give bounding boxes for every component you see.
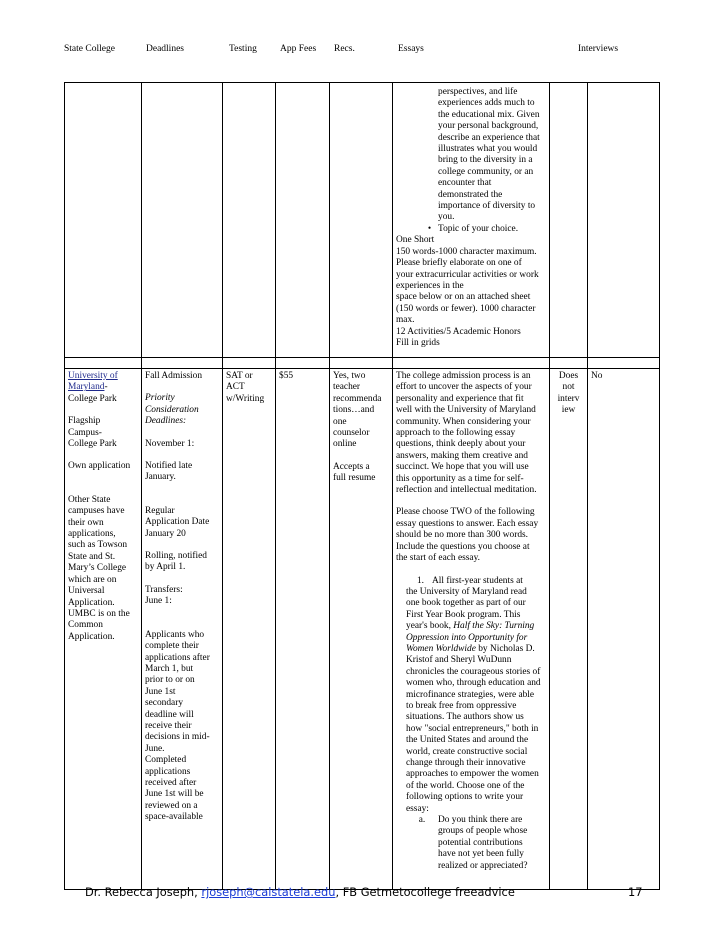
fall-admission-text: Fall Admission (145, 371, 203, 381)
college-text-line: Mary’s College (68, 563, 127, 574)
essay-text-line: microfinance strategies, were able (406, 689, 535, 700)
deadline-text-line: applications (145, 766, 191, 777)
deadline-text-line: Consideration (145, 404, 199, 415)
essay-text-line: the United States and around the (406, 735, 529, 746)
cell-interview-1 (550, 369, 588, 890)
college-text-line: Other State (68, 494, 111, 505)
essay-text-line: The college admission process is an (396, 371, 531, 381)
essay-text-line: Please choose TWO of the following (396, 507, 535, 518)
essay-text-line: the educational mix. Given (438, 109, 540, 120)
essay-text-line: Do you think there are (438, 815, 523, 826)
deadline-text-line: receive their (145, 720, 192, 731)
college-text-line: campuses have (68, 506, 125, 517)
cell-essays: The college admission process is an effort to uncover the aspects of your personality and experience that fit well with the University of Maryland community. When considering your approach to the following essay questions, think deeply about your answers, making them creative and succinct. We hope that you will use this opportunity as a time for self- reflection and intellectual meditation. Please choose TWO of the following essay questions to answer. Each essay should be no more than 300 words. Include the questions you choose at the start of each essay. 1. All first-year students at the University of Maryland read one book together as part of our First Year Book program. This year's book, Half the Sky: Turning Oppression into Opportunity for Women Worldwide by Nicholas D. Kristof and Sheryl WuDunn chronicles the courageous stories of women who, through education and microfinance strategies, were able to break free from oppressive situations. The authors show us how "social entrepreneurs," both in the United States and around the world, create constructive social change through their innovative approaches to empower the women of the world. Choose one of the following options to write your essay: a. Do you think there are groups of people whose potential contributions have not yet been fully realized or appreciated? (393, 369, 550, 890)
essay-text-line: encounter that (438, 178, 492, 189)
recs-text-line: Yes, two (333, 371, 366, 381)
table-row (65, 83, 660, 358)
essay-text-line: space below or on an attached sheet (396, 292, 531, 303)
essay-text-line: Include the questions you choose at (396, 541, 530, 552)
deadline-text-line: Regular (145, 505, 175, 516)
deadline-text-line: Applicants who (145, 629, 205, 640)
email-link[interactable]: rjoseph@calstatela.edu (201, 885, 336, 899)
essay-text-line: Fill in grids (396, 337, 440, 348)
essay-text-line: essay questions to answer. Each essay (396, 518, 539, 529)
recs-text-line: tions…and (333, 405, 375, 416)
essay-text-line: have not yet been fully (438, 849, 524, 860)
deadline-text-line: complete their (145, 641, 199, 652)
cell-interview-2 (588, 369, 660, 890)
cell-interview-2 (588, 83, 660, 358)
college-campus: College Park (68, 393, 117, 404)
deadline-text-line: June 1: (145, 596, 172, 607)
row-separator (65, 358, 660, 369)
essay-question-1: 1. All first-year students at (416, 575, 523, 586)
essay-text-line: situations. The authors show us (406, 712, 524, 723)
own-application-text: Own application (68, 461, 131, 472)
essay-text-line: (150 words or fewer). 1000 character (396, 303, 536, 314)
header-essays: Essays (398, 44, 424, 54)
deadline-text-line: Application Date (145, 517, 210, 528)
bullet-text: Topic of your choice. (438, 223, 519, 234)
essay-text-line: experiences in the (396, 280, 464, 291)
header-app-fees: App Fees (280, 44, 317, 54)
essay-text-line: Please briefly elaborate on one of (396, 258, 522, 269)
deadline-text-line: Transfers: (145, 584, 183, 595)
university-of-maryland-link[interactable]: University of Maryland (68, 371, 118, 393)
november-1-text: November 1: (145, 438, 195, 449)
deadline-text-line: Rolling, notified (145, 551, 207, 562)
footer-text: Dr. Rebecca Joseph, rjoseph@calstatela.edu, FB Getmetocollege freeadvice (85, 885, 515, 899)
essay-text-line: demonstrated the (438, 189, 503, 200)
essay-text-line: chronicles the courageous stories of (406, 666, 541, 677)
essay-text-line: One Short (396, 235, 435, 246)
deadline-text-line: March 1, but (145, 663, 194, 674)
deadline-text-line: June 1st (145, 686, 176, 697)
essay-text-line: questions, think deeply about your (396, 439, 526, 450)
college-text-line: State and St. (68, 551, 116, 562)
college-text-line: Flagship (68, 416, 101, 427)
table-row (65, 369, 660, 890)
header-recs: Recs. (334, 44, 355, 54)
essay-text-line: you. (438, 212, 455, 223)
header-interviews: Interviews (578, 44, 619, 54)
essay-text-line: your extracurricular activities or work (396, 269, 539, 280)
essay-text-line: how "social entrepreneurs," both in (406, 723, 539, 734)
header-testing: Testing (229, 44, 257, 54)
essay-text-line: approach to the following essay (396, 428, 516, 439)
essay-text-line: college community, or an (438, 166, 534, 177)
recs-text-line: teacher (333, 382, 361, 393)
deadline-text-line: decisions in mid- (145, 732, 210, 743)
recs-text-line: online (333, 439, 357, 450)
deadline-text-line: Priority (145, 393, 175, 404)
essay-text-line: personality and experience that fit (396, 393, 524, 404)
recs-text-line: counselor (333, 428, 370, 439)
deadline-text-line: deadline will (145, 709, 194, 720)
college-text-line: Universal (68, 586, 105, 597)
deadline-text-line: reviewed on a (145, 800, 198, 811)
cell-fees (276, 369, 330, 890)
page-number: 17 (628, 885, 643, 899)
college-text-line: UMBC is on the (68, 608, 130, 619)
cell-interview-1 (550, 83, 588, 358)
essay-text-line: succinct. We hope that you will use (396, 462, 529, 473)
essay-text-line: women who, through education and (406, 678, 541, 689)
college-text-line: their own (68, 517, 104, 528)
essay-text-line: 12 Activities/5 Academic Honors (396, 326, 521, 337)
essay-text-line: your personal background, (438, 121, 539, 132)
interview-no: No (591, 371, 603, 381)
essay-text-line: community. When considering your (396, 416, 531, 427)
cell-deadlines (142, 83, 223, 358)
application-fee: $55 (279, 371, 294, 381)
college-text-line: Common (68, 620, 103, 631)
college-text-line: College Park (68, 439, 117, 450)
deadline-text-line: Deadlines: (145, 416, 187, 427)
college-text-line: Application. (68, 631, 115, 642)
cell-deadlines (142, 369, 223, 890)
essay-text-line: First Year Book program. This (406, 609, 521, 620)
essay-text-line: reflection and intellectual meditation. (396, 485, 537, 496)
book-title: Half the Sky: Turning (453, 621, 535, 632)
deadline-text-line: January 20 (145, 528, 186, 539)
deadline-text-line: received after (145, 777, 197, 788)
interview-text-line: Does (558, 371, 579, 381)
testing-text-line: ACT (226, 382, 245, 393)
cell-recs (330, 83, 393, 358)
deadline-text-line: space-available (145, 812, 203, 823)
essay-text-line: one book together as part of our (406, 598, 526, 609)
essay-text-line: potential contributions (438, 837, 523, 848)
essay-option-a: a. Do you think there are groups of people whose potential contributions have not yet been fully realized or appreciated? (418, 815, 528, 871)
essay-text-line: world, create constructive social (406, 746, 528, 757)
essay-text-line: describe an experience that (438, 132, 540, 143)
bullet-icon: • (427, 223, 432, 234)
essay-text-line: this opportunity as a time for self- (396, 473, 524, 484)
deadline-text-line: January. (145, 472, 176, 483)
cell-testing (223, 83, 276, 358)
interview-text-line: iew (561, 405, 576, 416)
essay-bullet-item (396, 224, 546, 235)
college-dash: - (104, 382, 108, 393)
cell-recs (330, 369, 393, 890)
college-text-line: Campus- (68, 427, 102, 438)
deadline-text-line: Notified late (145, 461, 193, 472)
essay-text-line: max. (396, 315, 415, 326)
interview-text-line: interv (557, 393, 580, 404)
testing-text-line: SAT or (226, 371, 253, 381)
cell-college (65, 83, 142, 358)
essay-text-line: groups of people whose (438, 826, 528, 837)
essay-text-line: should be no more than 300 words. (396, 530, 529, 541)
header-deadlines: Deadlines (146, 44, 184, 54)
recs-text-line: full resume (333, 473, 376, 484)
deadline-text-line: applications after (145, 652, 210, 663)
deadline-text-line: by April 1. (145, 562, 186, 573)
deadline-text-line: Completed (145, 755, 187, 766)
essay-text-line: effort to uncover the aspects of your (396, 382, 532, 393)
essay-text-line: the start of each essay. (396, 553, 480, 564)
essay-text-line: Kristof and Sheryl WuDunn (406, 655, 512, 666)
interview-text-line: not (562, 382, 575, 393)
college-text-line: Application. (68, 597, 115, 608)
cell-college (65, 369, 142, 890)
header-state-college: State College (64, 44, 115, 54)
essay-text-line: following options to write your (406, 792, 524, 803)
college-text-line: such as Towson (68, 540, 128, 551)
essay-text-line: approaches to empower the women (406, 769, 539, 780)
essay-text-line: answers, making them creative and (396, 450, 528, 461)
essay-text-line: realized or appreciated? (438, 860, 528, 871)
deadline-text-line: June 1st will be (145, 789, 204, 800)
cell-testing (223, 369, 276, 890)
recs-text-line: Accepts a (333, 461, 370, 472)
deadline-text-line: June. (145, 743, 165, 754)
deadline-text-line: prior to or on (145, 675, 195, 686)
college-text-line: applications, (68, 529, 116, 540)
recs-text-line: recommenda (333, 393, 382, 404)
cell-fees (276, 83, 330, 358)
essay-text-line: the University of Maryland read (406, 586, 527, 597)
essay-text-line: to break free from oppressive (406, 700, 517, 711)
essay-text-line: illustrates what you would (438, 144, 538, 155)
college-text-line: which are on (68, 574, 117, 585)
essay-text-line: change through their innovative (406, 758, 526, 768)
recs-text-line: one (333, 416, 347, 427)
essay-text-line: essay: (406, 803, 429, 814)
essay-text-line: of the world. Choose one of the (406, 780, 525, 791)
college-table (64, 82, 660, 890)
essay-text-line: well with the University of Maryland (396, 405, 536, 416)
essay-text-line: perspectives, and life (438, 87, 518, 97)
essay-text-line: importance of diversity to (438, 201, 536, 212)
testing-text-line: w/Writing (226, 393, 265, 404)
essay-text-line: experiences adds much to (438, 98, 535, 109)
essay-text-line: 150 words-1000 character maximum. (396, 246, 537, 257)
essay-text-line: bring to the diversity in a (438, 155, 533, 166)
deadline-text-line: secondary (145, 698, 184, 709)
cell-essays (393, 83, 550, 358)
